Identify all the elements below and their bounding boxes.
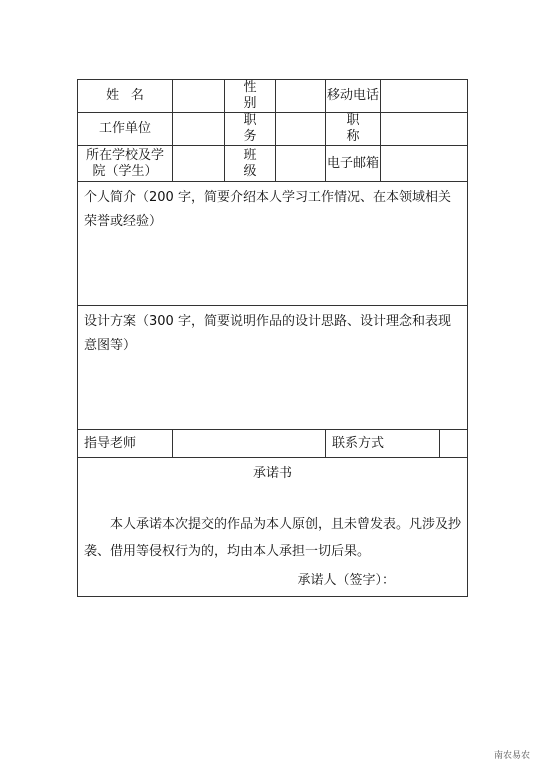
advisor-label: 指导老师	[78, 430, 173, 458]
employer-field[interactable]	[173, 113, 225, 146]
form-row-basic	[78, 80, 468, 113]
form-row-school	[78, 146, 468, 182]
gender-field[interactable]	[276, 80, 326, 113]
contact-label: 联系方式	[326, 430, 440, 458]
class-label: 班级	[225, 146, 276, 182]
profile-section	[78, 182, 468, 306]
pledge-section	[78, 458, 468, 597]
email-field[interactable]	[381, 146, 468, 182]
profile-prompt[interactable]: 个人简介（200 字，简要介绍本人学习工作情况、在本领域相关荣誉或经验）	[78, 182, 468, 306]
form-row-advisor	[78, 430, 468, 458]
registration-form	[77, 79, 468, 597]
contact-field[interactable]	[440, 430, 468, 458]
class-field[interactable]	[276, 146, 326, 182]
school-college-label: 所在学校及学院（学生）	[78, 146, 173, 182]
design-plan-prompt[interactable]: 设计方案（300 字，简要说明作品的设计思路、设计理念和表现意图等）	[78, 306, 468, 430]
watermark: 南农易农	[493, 751, 530, 761]
position-field[interactable]	[276, 113, 326, 146]
mobile-phone-label: 移动电话	[326, 80, 381, 113]
mobile-phone-field[interactable]	[381, 80, 468, 113]
advisor-field[interactable]	[173, 430, 326, 458]
form-row-work	[78, 113, 468, 146]
gender-label: 性别	[225, 80, 276, 113]
employer-label: 工作单位	[78, 113, 173, 146]
name-field[interactable]	[173, 80, 225, 113]
design-section	[78, 306, 468, 430]
pledge-body: 本人承诺本次提交的作品为本人原创，且未曾发表。凡涉及抄袭、借用等侵权行为的，均由本人承担一切后果。	[84, 517, 462, 559]
email-label: 电子邮箱	[326, 146, 381, 182]
position-label: 职务	[225, 113, 276, 146]
pledge-cell	[78, 458, 468, 597]
professional-title-field[interactable]	[381, 113, 468, 146]
name-label: 姓名	[78, 80, 173, 113]
pledge-title: 承诺书	[253, 466, 293, 481]
professional-title-label: 职称	[326, 113, 381, 146]
signature-label: 承诺人（签字）：	[297, 573, 396, 588]
school-college-field[interactable]	[173, 146, 225, 182]
